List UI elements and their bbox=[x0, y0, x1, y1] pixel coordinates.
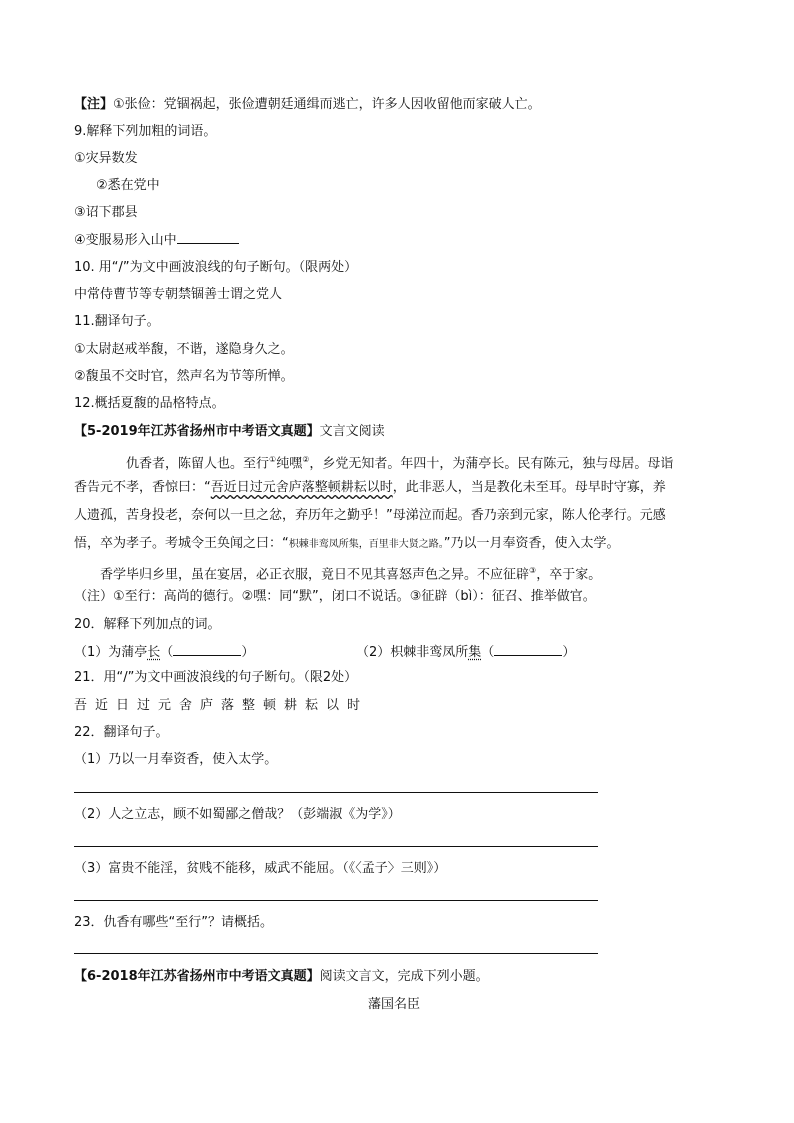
note-5: （注）①至行：高尚的德行。②嘿：同“默”，闭口不说话。③征辟（bì）：征召、推举做官。 bbox=[74, 589, 596, 604]
passage5-line-1 bbox=[126, 451, 673, 473]
footnote-marker: ② bbox=[302, 455, 310, 464]
q11-title: 11.翻译句子。 bbox=[74, 314, 160, 329]
q20-title: 20．解释下列加点的词。 bbox=[74, 617, 221, 632]
q10-sentence: 中常侍曹节等专朝禁锢善士谓之党人 bbox=[74, 287, 283, 302]
passage-text: 香学毕归乡里，虽在宴居，必正衣服，竟日不见其喜怒声色之异。不应征辟 bbox=[100, 567, 530, 583]
section-5-header: 【5-2019年江苏省扬州市中考语文真题】 bbox=[74, 424, 320, 439]
passage5-line-2 bbox=[74, 479, 666, 497]
footnote-marker: ① bbox=[269, 455, 277, 464]
passage6-title: 藩国名臣 bbox=[368, 997, 421, 1012]
q9-item-4-text: ④变服易形入山中 bbox=[74, 233, 177, 248]
dotted-word: 长 bbox=[147, 645, 161, 660]
q20-item-1 bbox=[74, 643, 254, 662]
passage5-line-3: 人遗孤，苦身投老，奈何以一旦之忿，弃历年之勤乎！”母涕泣而起。香乃亲到元家，陈人伦孝行。元感 bbox=[74, 508, 666, 523]
answer-blank[interactable] bbox=[173, 643, 241, 656]
q9-item-1: ①灾异数发 bbox=[74, 151, 138, 166]
section-6-header: 【6-2018年江苏省扬州市中考语文真题】 bbox=[74, 969, 320, 984]
q9-item-3: ③诏下郡县 bbox=[74, 205, 138, 220]
passage-text: ，此非恶人，当是教化未至耳。母早时守寡，养 bbox=[392, 480, 666, 495]
section-6-tail: 阅读文言文，完成下列小题。 bbox=[319, 969, 489, 984]
answer-line[interactable] bbox=[74, 900, 598, 901]
passage-text: 香告元不孝，香惊曰：“ bbox=[74, 480, 211, 495]
answer-line[interactable] bbox=[74, 792, 598, 793]
q9-title: 9.解释下列加粗的词语。 bbox=[74, 124, 217, 139]
q20-item-2 bbox=[356, 643, 575, 662]
section-5-heading bbox=[74, 423, 385, 441]
section-5-tail: 文言文阅读 bbox=[319, 424, 385, 439]
paren-open: （ bbox=[481, 645, 495, 660]
answer-line[interactable] bbox=[74, 846, 598, 847]
passage-text: ，卒于家。 bbox=[536, 567, 602, 583]
section-6-heading bbox=[74, 968, 489, 986]
note-label: 【注】 bbox=[74, 97, 114, 112]
q12-title: 12.概括夏馥的品格特点。 bbox=[74, 396, 225, 411]
q22-sentence-2: （2）人之立志，顾不如蜀鄙之僧哉？（彭端淑《为学》） bbox=[74, 807, 401, 822]
q21-title: 21．用“/”为文中画波浪线的句子断句。（限2处） bbox=[74, 670, 358, 685]
q9-item-2: ②悉在党中 bbox=[96, 178, 160, 193]
q10-title: 10. 用“/”为文中画波浪线的句子断句。（限两处） bbox=[74, 260, 358, 275]
paren-open: （ bbox=[160, 645, 174, 660]
q11-item-2: ②馥虽不交时官，然声名为节等所惮。 bbox=[74, 369, 294, 384]
answer-blank[interactable] bbox=[177, 231, 239, 244]
passage-text: ”乃以一月奉资香，使入太学。 bbox=[443, 536, 620, 551]
paren-close: ） bbox=[562, 645, 576, 660]
passage-text: ，乡党无知者。年四十，为蒲亭长。民有陈元，独与母居。母诣 bbox=[309, 456, 674, 472]
paren-close: ） bbox=[241, 645, 255, 660]
dotted-word: 集 bbox=[468, 645, 482, 660]
q20-item-1-text: （1）为蒲亭 bbox=[74, 645, 148, 660]
wavy-underlined-sentence: 吾近日过元舍庐落整顿耕耘以时 bbox=[210, 480, 393, 495]
q9-item-4 bbox=[74, 231, 239, 250]
q11-item-1: ①太尉赵戒举馥，不谐，遂隐身久之。 bbox=[74, 342, 294, 357]
q20-item-2-text: （2）枳棘非鸾凤所 bbox=[356, 645, 469, 660]
note-zhangjian bbox=[74, 96, 541, 114]
q22-sentence-1: （1）乃以一月奉资香，使入太学。 bbox=[74, 752, 278, 767]
passage5-line-5 bbox=[100, 562, 601, 584]
passage5-line-4 bbox=[74, 535, 620, 554]
answer-blank[interactable] bbox=[494, 643, 562, 656]
footnote-marker: ③ bbox=[529, 566, 537, 575]
q22-sentence-3: （3）富贵不能淫，贫贱不能移，威武不能屈。（《〈孟子〉三则》） bbox=[74, 861, 447, 876]
q21-sentence: 吾近日过元舍庐落整顿耕耘以时 bbox=[74, 698, 369, 713]
q23-title: 23．仇香有哪些“至行”？请概括。 bbox=[74, 915, 274, 930]
passage-text: 仇香者，陈留人也。至行 bbox=[126, 456, 270, 472]
note-text: ①张俭：党锢祸起，张俭遭朝廷通缉而逃亡，许多人因收留他而家破人亡。 bbox=[113, 97, 541, 112]
quoted-text: 枳棘非鸾凤所集，百里非大贤之路。 bbox=[288, 539, 444, 550]
passage-text: 悟，卒为孝子。考城令王奂闻之曰：“ bbox=[74, 536, 289, 551]
answer-line[interactable] bbox=[74, 953, 598, 954]
q22-title: 22．翻译句子。 bbox=[74, 725, 169, 740]
passage-text: 纯嘿 bbox=[276, 456, 303, 472]
